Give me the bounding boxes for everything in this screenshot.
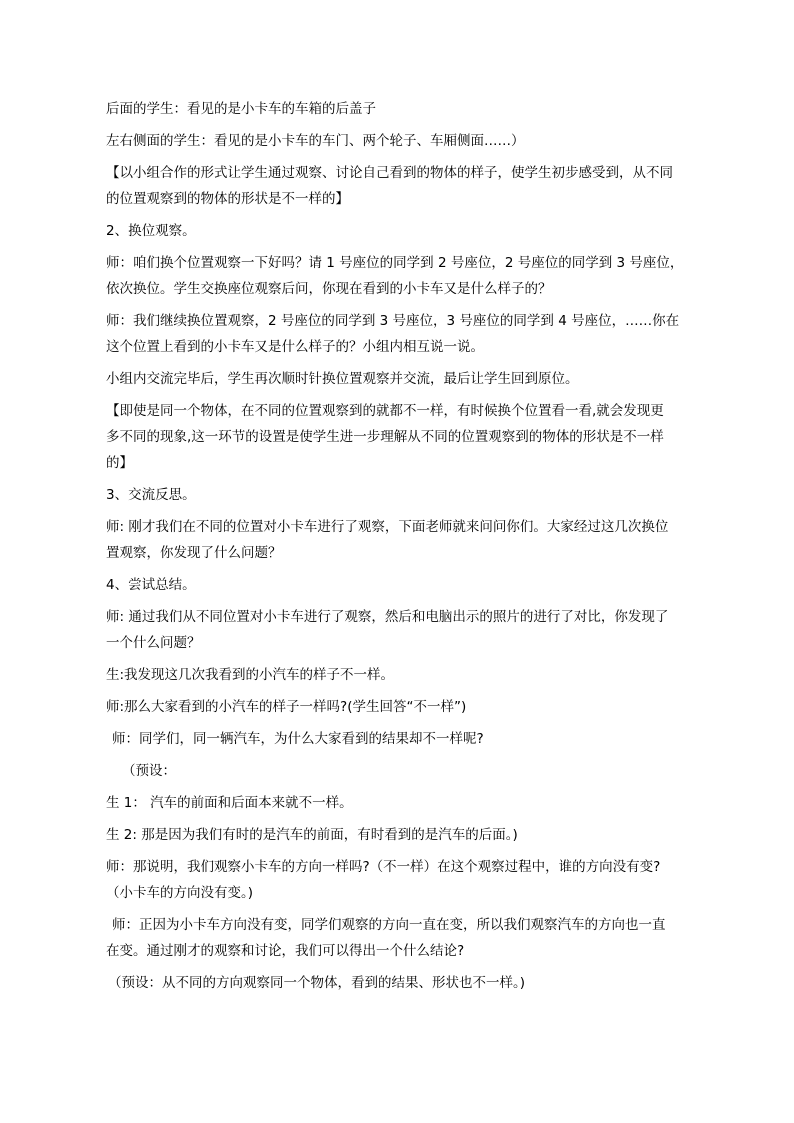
text-line: 【以小组合作的形式让学生通过观察、讨论自己看到的物体的样子，使学生初步感受到，从不同 (106, 165, 673, 181)
text-line: 的】 (106, 455, 133, 471)
text-line: 师: 通过我们从不同位置对小卡车进行了观察，然后和电脑出示的照片的进行了对比，你发现了 (106, 609, 669, 625)
paragraph-teacher-swap-2 (106, 308, 691, 360)
text-line: 师：同学们，同一辆汽车，为什么大家看到的结果却不一样呢? (112, 731, 484, 747)
text-line: （预设：从不同的方向观察同一个物体，看到的结果、形状也不一样。) (108, 975, 526, 991)
paragraph-student-1 (106, 790, 691, 816)
text-line: 依次换位。学生交换座位观察后问，你现在看到的小卡车又是什么样子的？ (106, 281, 552, 297)
paragraph-group-note (106, 160, 691, 212)
text-line: 生:我发现这几次我看到的小汽车的样子不一样。 (106, 667, 395, 683)
paragraph-teacher-summary (106, 604, 691, 656)
paragraph-teacher-reflection (106, 514, 691, 566)
paragraph-teacher-direction (106, 854, 691, 906)
paragraph-group-exchange (106, 366, 691, 392)
paragraph-preset-conclusion (106, 970, 691, 996)
text-line: 生 2: 那是因为我们有时的是汽车的前面，有时看到的是汽车的后面。) (106, 827, 518, 843)
text-line: 后面的学生：看见的是小卡车的车箱的后盖子 (106, 101, 376, 117)
text-line: （预设： (122, 763, 176, 779)
heading-summary (106, 572, 691, 598)
text-line: 师：正因为小卡车方向没有变，同学们观察的方向一直在变，所以我们观察汽车的方向也一直 (112, 917, 666, 933)
text-line: 多不同的现象,这一环节的设置是使学生进一步理解从不同的位置观察到的物体的形状是不一样 (106, 429, 664, 445)
section-heading: 2、换位观察。 (106, 223, 196, 239)
paragraph-preset-open (106, 758, 691, 784)
text-line: 这个位置上看到的小卡车又是什么样子的？小组内相互说一说。 (106, 339, 484, 355)
paragraph-teacher-question (106, 694, 691, 720)
text-line: 师：咱们换个位置观察一下好吗？请 1 号座位的同学到 2 号座位，2 号座位的同学到 3 号座位， (106, 255, 684, 271)
paragraph-student-2 (106, 822, 691, 848)
text-line: 的位置观察到的物体的形状是不一样的】 (106, 191, 349, 207)
section-heading: 3、交流反思。 (106, 487, 196, 503)
text-line: 左右侧面的学生：看见的是小卡车的车门、两个轮子、车厢侧面……） (106, 133, 525, 149)
paragraph-teacher-conclusion (106, 912, 691, 964)
paragraph-design-note (106, 398, 691, 476)
paragraph-teacher-swap-1 (106, 250, 691, 302)
text-line: 师: 刚才我们在不同的位置对小卡车进行了观察，下面老师就来问问你们。大家经过这几次换位 (106, 519, 669, 535)
heading-swap-observation (106, 218, 691, 244)
paragraph-side-students (106, 128, 691, 154)
text-line: 生 1： 汽车的前面和后面本来就不一样。 (106, 795, 353, 811)
document-page (106, 96, 691, 1002)
text-line: 师：我们继续换位置观察，2 号座位的同学到 3 号座位，3 号座位的同学到 4 号座位，……你在 (106, 313, 680, 329)
paragraph-rear-students (106, 96, 691, 122)
paragraph-student-answer (106, 662, 691, 688)
text-line: （小卡车的方向没有变。) (106, 885, 254, 901)
text-line: 师：那说明，我们观察小卡车的方向一样吗?（不一样）在这个观察过程中，谁的方向没有变? (106, 859, 661, 875)
text-line: 小组内交流完毕后，学生再次顺时针换位置观察并交流，最后让学生回到原位。 (106, 371, 579, 387)
text-line: 在变。通过刚才的观察和讨论，我们可以得出一个什么结论? (106, 943, 465, 959)
text-line: 【即使是同一个物体，在不同的位置观察到的就都不一样，有时候换个位置看一看,就会发现更 (106, 403, 664, 419)
text-line: 师:那么大家看到的小汽车的样子一样吗?(学生回答“不一样”) (106, 699, 467, 715)
paragraph-teacher-why (106, 726, 691, 752)
section-heading: 4、尝试总结。 (106, 577, 196, 593)
heading-reflection (106, 482, 691, 508)
text-line: 一个什么问题？ (106, 635, 201, 651)
text-line: 置观察，你发现了什么问题？ (106, 545, 282, 561)
